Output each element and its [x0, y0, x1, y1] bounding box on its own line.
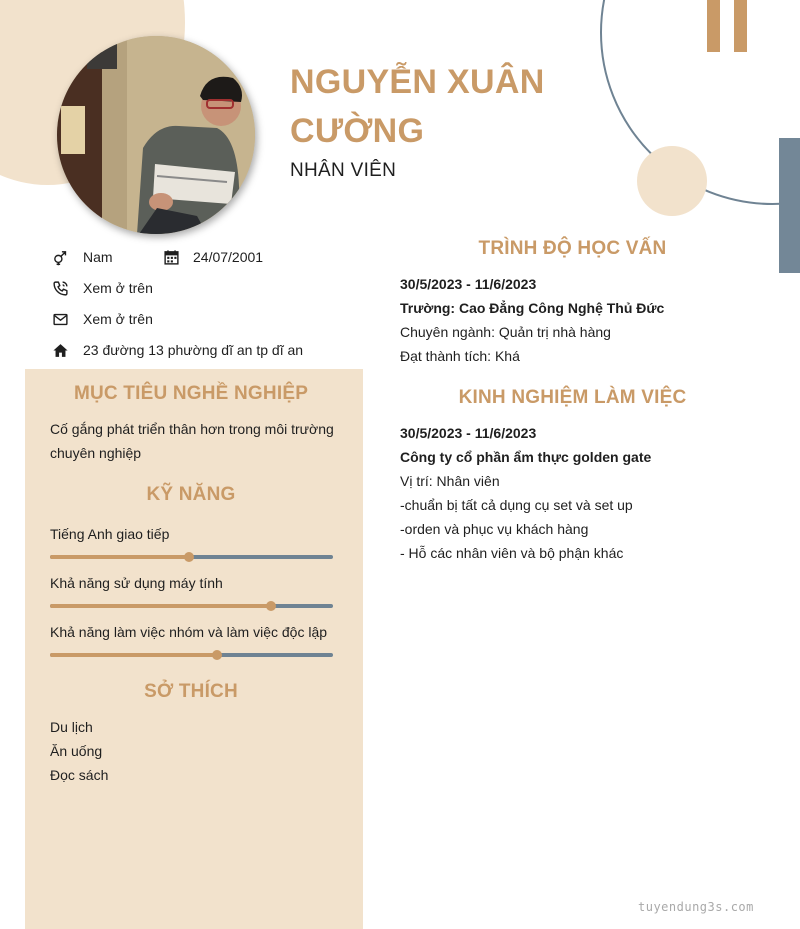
contact-address [52, 338, 303, 362]
skill-label: Khả năng sử dụng máy tính [50, 575, 223, 591]
experience-company: Công ty cổ phần ẩm thực golden gate [400, 449, 652, 465]
watermark: tuyendung3s.com [638, 900, 754, 914]
skill-bar [50, 555, 333, 559]
hobby-item: Du lịch [50, 719, 93, 735]
decorative-bar [734, 0, 747, 52]
skill-label: Khả năng làm việc nhóm và làm việc độc lập [50, 624, 328, 640]
hobby-item: Đọc sách [50, 767, 109, 783]
decorative-dot [637, 146, 707, 216]
phone-icon [52, 280, 69, 297]
skill-bar-knob [212, 650, 222, 660]
contact-email [52, 307, 153, 331]
objective-text: Cố gắng phát triển thân hơn trong môi trường chuyên nghiệp [50, 421, 334, 461]
skill-bar-knob [184, 552, 194, 562]
experience-line: Vị trí: Nhân viên [400, 473, 500, 489]
decorative-side-bar [779, 138, 800, 273]
experience-line: -orden và phục vụ khách hàng [400, 521, 589, 537]
hobby-item: Ăn uống [50, 743, 103, 759]
experience-period: 30/5/2023 - 11/6/2023 [400, 425, 537, 441]
education-school: Trường: Cao Đẳng Công Nghệ Thủ Đức [400, 300, 665, 316]
education-achievement: Đạt thành tích: Khá [400, 348, 520, 364]
email-text: Xem ở trên [83, 311, 153, 327]
gender-icon [52, 249, 69, 266]
avatar [57, 36, 255, 234]
experience-line: -chuẩn bị tất cả dụng cụ set và set up [400, 497, 633, 513]
skill-bar [50, 604, 333, 608]
education-period: 30/5/2023 - 11/6/2023 [400, 276, 537, 292]
decorative-bar [707, 0, 720, 52]
objective-title: MỤC TIÊU NGHỀ NGHIỆP [73, 383, 309, 404]
calendar-icon [163, 249, 180, 266]
education-title: TRÌNH ĐỘ HỌC VẤN [478, 238, 667, 259]
hobbies-title: SỞ THÍCH [144, 681, 238, 702]
skill-bar [50, 653, 333, 657]
gender-text: Nam [83, 249, 113, 265]
experience-line: - Hỗ các nhân viên và bộ phận khác [400, 545, 624, 561]
candidate-name: NGUYỄN XUÂN CƯỜNG [290, 63, 545, 150]
address-text: 23 đường 13 phường dĩ an tp dĩ an [83, 342, 304, 358]
skill-bar-fill [50, 555, 189, 559]
contact-phone [52, 276, 153, 300]
skill-bar-fill [50, 604, 271, 608]
education-major: Chuyên ngành: Quản trị nhà hàng [400, 324, 611, 340]
skill-bar-fill [50, 653, 217, 657]
dob-text: 24/07/2001 [193, 249, 264, 265]
skill-label: Tiếng Anh giao tiếp [50, 526, 170, 542]
skills-title: KỸ NĂNG [146, 484, 236, 505]
skill-bar-knob [266, 601, 276, 611]
home-icon [52, 342, 69, 359]
phone-text: Xem ở trên [83, 280, 153, 296]
job-position: NHÂN VIÊN [290, 160, 397, 181]
mail-icon [52, 311, 69, 328]
contact-gender [52, 245, 113, 269]
contact-dob [163, 245, 263, 269]
experience-title: KINH NGHIỆM LÀM VIỆC [458, 387, 687, 408]
